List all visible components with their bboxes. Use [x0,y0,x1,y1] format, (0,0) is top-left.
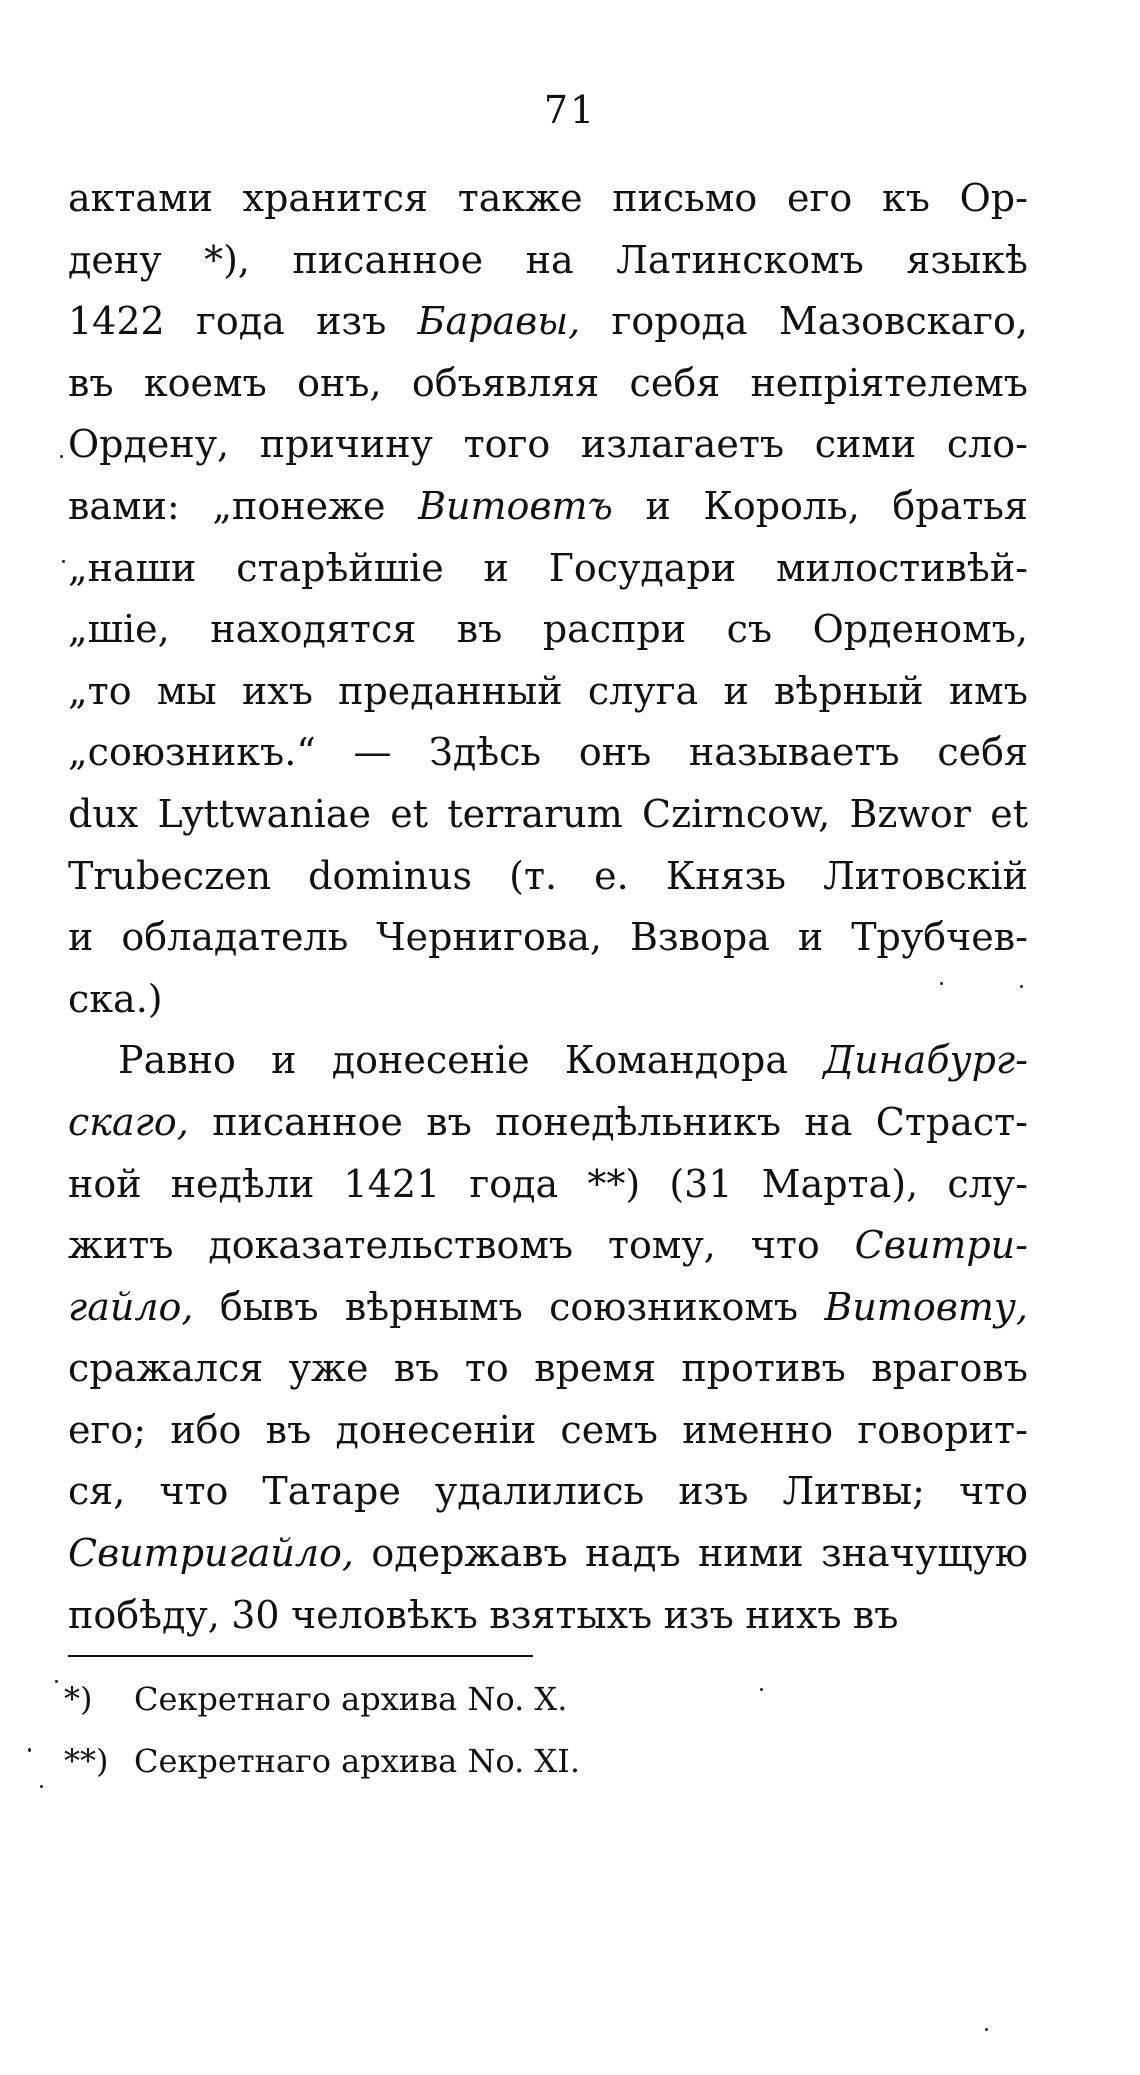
word: и [483,545,509,590]
word: въ [426,1099,472,1144]
word: *), [204,237,250,282]
word: (31 [669,1161,733,1206]
footnote-rule [68,1655,533,1657]
footnote [64,1668,1024,1730]
word: бывъ [219,1284,319,1329]
word: на [525,237,574,282]
word: Литвы; [782,1469,925,1514]
word: — [353,730,392,775]
word: хранится [242,176,428,220]
word: актами [68,176,213,220]
word: въ [456,607,503,652]
word: житъ [68,1223,174,1268]
word: **) [587,1161,641,1206]
text-line [68,1092,1028,1154]
word: что [159,1469,229,1514]
footnote-text: Секретнаго архива No. X. [134,1680,568,1718]
text-line [68,476,1028,538]
word: въ [852,1592,899,1637]
word: Государи [548,545,737,590]
print-speck [62,560,65,563]
word: милостивѣй- [775,545,1028,590]
word: и [68,915,94,960]
word: terrarum [447,791,623,836]
word: преданный [338,668,563,713]
word: 1421 [343,1161,441,1206]
text-line [68,1400,1028,1462]
word: донесеніе [331,1038,530,1083]
word: dominus [308,853,473,898]
word: года [195,299,285,344]
word: недѣли [170,1161,315,1206]
word: Ор- [959,176,1028,220]
word: понедѣльникъ [495,1099,781,1144]
print-speck [1020,985,1023,988]
text-line [68,661,1028,723]
word: причину [259,422,433,467]
word: человѣкъ [290,1592,478,1637]
word: Татаре [262,1469,401,1514]
footnote-mark: **) [64,1742,109,1780]
word: имъ [948,668,1028,713]
page-number: 71 [543,88,597,132]
word: Czirncow, [642,791,831,836]
word: письмо [612,176,758,220]
word: и [645,483,671,528]
word: „то [68,668,132,713]
word: Здѣсь [429,730,542,775]
word: слуга [587,668,699,713]
word: на [804,1099,853,1144]
word: сими [814,422,917,467]
text-line [68,291,1028,353]
print-speck [55,1680,58,1683]
print-speck [28,1748,31,1752]
word: Баравы, [417,299,581,344]
word: онъ [578,730,652,775]
word: объявляя [411,360,600,405]
word: и [797,915,824,960]
word: именно [682,1407,834,1452]
print-speck [760,1688,763,1691]
text-line [68,599,1028,661]
word: обладатель [121,915,349,960]
word: къ [881,176,930,220]
word: ска.) [68,976,163,1021]
word: Трубчев- [851,915,1028,960]
word: себя [937,730,1028,775]
word: съ [726,607,773,652]
word: семъ [560,1407,658,1452]
text-line [68,1523,1028,1585]
word: удалились [434,1469,645,1514]
word: гайло, [68,1284,194,1329]
print-speck [940,982,943,985]
print-speck [40,1785,43,1788]
word: говорит- [857,1407,1028,1452]
word: уже [288,1346,369,1391]
word: ними [698,1531,804,1576]
word: донесеніи [335,1407,537,1452]
word: называетъ [688,730,900,775]
word: также [457,176,583,220]
word: вѣрный [774,668,924,713]
word: et [990,791,1028,836]
word: Орденомъ, [812,607,1028,652]
word: дену [68,237,162,282]
text-line [68,1277,1028,1339]
word: 30 [231,1592,280,1637]
word: слу- [947,1161,1028,1206]
word: города [611,299,748,344]
word: союзникомъ [549,1284,799,1329]
word: излагаетъ [580,422,785,467]
footnote [64,1730,1024,1792]
word: (т. [509,853,558,898]
word: Мазовскаго, [778,299,1028,344]
word: сло- [946,422,1028,467]
text-line [68,1154,1028,1216]
word: себя [629,360,721,405]
text-line [68,784,1028,846]
word: Взвора [630,915,770,960]
word: и [271,1038,297,1083]
word: старѣйшіе [236,545,444,590]
word: ихъ [241,668,313,713]
word: его; [68,1407,147,1452]
word: Страст- [875,1099,1028,1144]
text-line [68,1461,1028,1523]
word: мы [156,668,217,713]
word: и [723,668,749,713]
word: братья [892,483,1028,528]
word: Свитригайло, [68,1531,354,1576]
print-speck [60,455,63,458]
word: писанное [292,237,484,282]
word: сражался [68,1346,264,1391]
word: dux [68,791,139,836]
word: „шіе, [68,607,170,652]
word: въ [68,360,114,405]
text-line [68,1338,1028,1400]
word: Bzwor [849,791,971,836]
footnotes [64,1668,1024,1792]
word: et [390,791,429,836]
word: въ [393,1346,440,1391]
word: Ордену, [68,422,230,467]
word: Марта), [761,1161,919,1206]
word: „наши [68,545,197,590]
word: Литовскій [823,853,1028,898]
word: изъ [316,299,387,344]
text-line [68,969,1028,1031]
word: Витовтъ [418,483,613,528]
word: изъ [663,1592,734,1637]
word: „союзникъ.“ [68,730,316,775]
text-line [68,353,1028,415]
word: Равно [118,1038,236,1083]
word: распри [542,607,687,652]
body-text [68,168,1028,1646]
word: доказательствомъ [208,1223,574,1268]
text-line [68,1030,1028,1092]
text-line [68,230,1028,292]
word: время [534,1346,656,1391]
word: Командора [564,1038,788,1083]
print-speck [985,2028,988,2031]
word: изъ [678,1469,749,1514]
word: противъ [681,1346,846,1391]
word: ибо [170,1407,242,1452]
text-line [68,538,1028,600]
word: года [469,1161,559,1206]
word: Динабург- [823,1038,1028,1083]
word: коемъ [143,360,267,405]
word: то [464,1346,509,1391]
word: вѣрнымъ [344,1284,523,1329]
word: непріятелемъ [750,360,1028,405]
word: что [750,1223,820,1268]
word: 1422 [68,299,165,344]
word: его [787,176,853,220]
text-line [68,1585,1028,1647]
word: значущую [821,1531,1028,1576]
word: онъ, [297,360,382,405]
word: ной [68,1161,142,1206]
word: одержавъ [371,1531,568,1576]
word: что [958,1469,1028,1514]
text-line [68,846,1028,908]
word: побѣду, [68,1592,220,1637]
word: въ [265,1407,312,1452]
text-line [68,722,1028,784]
footnote-text: Секретнаго архива No. XI. [134,1742,580,1780]
word: Витовту, [824,1284,1028,1329]
text-line [68,168,1028,230]
word: языкѣ [906,237,1028,282]
word: того [463,422,551,467]
word: тому, [607,1223,716,1268]
word: враговъ [871,1346,1028,1391]
word: надъ [585,1531,681,1576]
word: Trubeczen [68,853,272,898]
word: Король, [703,483,860,528]
word: „понеже [212,483,386,528]
word: нихъ [745,1592,842,1637]
text-line [68,1215,1028,1277]
text-line [68,414,1028,476]
text-line [68,907,1028,969]
word: скаго, [68,1099,189,1144]
word: е. [594,853,629,898]
footnote-mark: *) [64,1680,93,1718]
word: ся, [68,1469,126,1514]
word: Свитри- [854,1223,1028,1268]
word: вами: [68,483,180,528]
word: находятся [210,607,417,652]
word: взятыхъ [489,1592,653,1637]
word: Латинскомъ [616,237,864,282]
word: Lyttwaniae [157,791,372,836]
word: Князь [665,853,786,898]
word: Чернигова, [376,915,603,960]
word: писанное [212,1099,403,1144]
